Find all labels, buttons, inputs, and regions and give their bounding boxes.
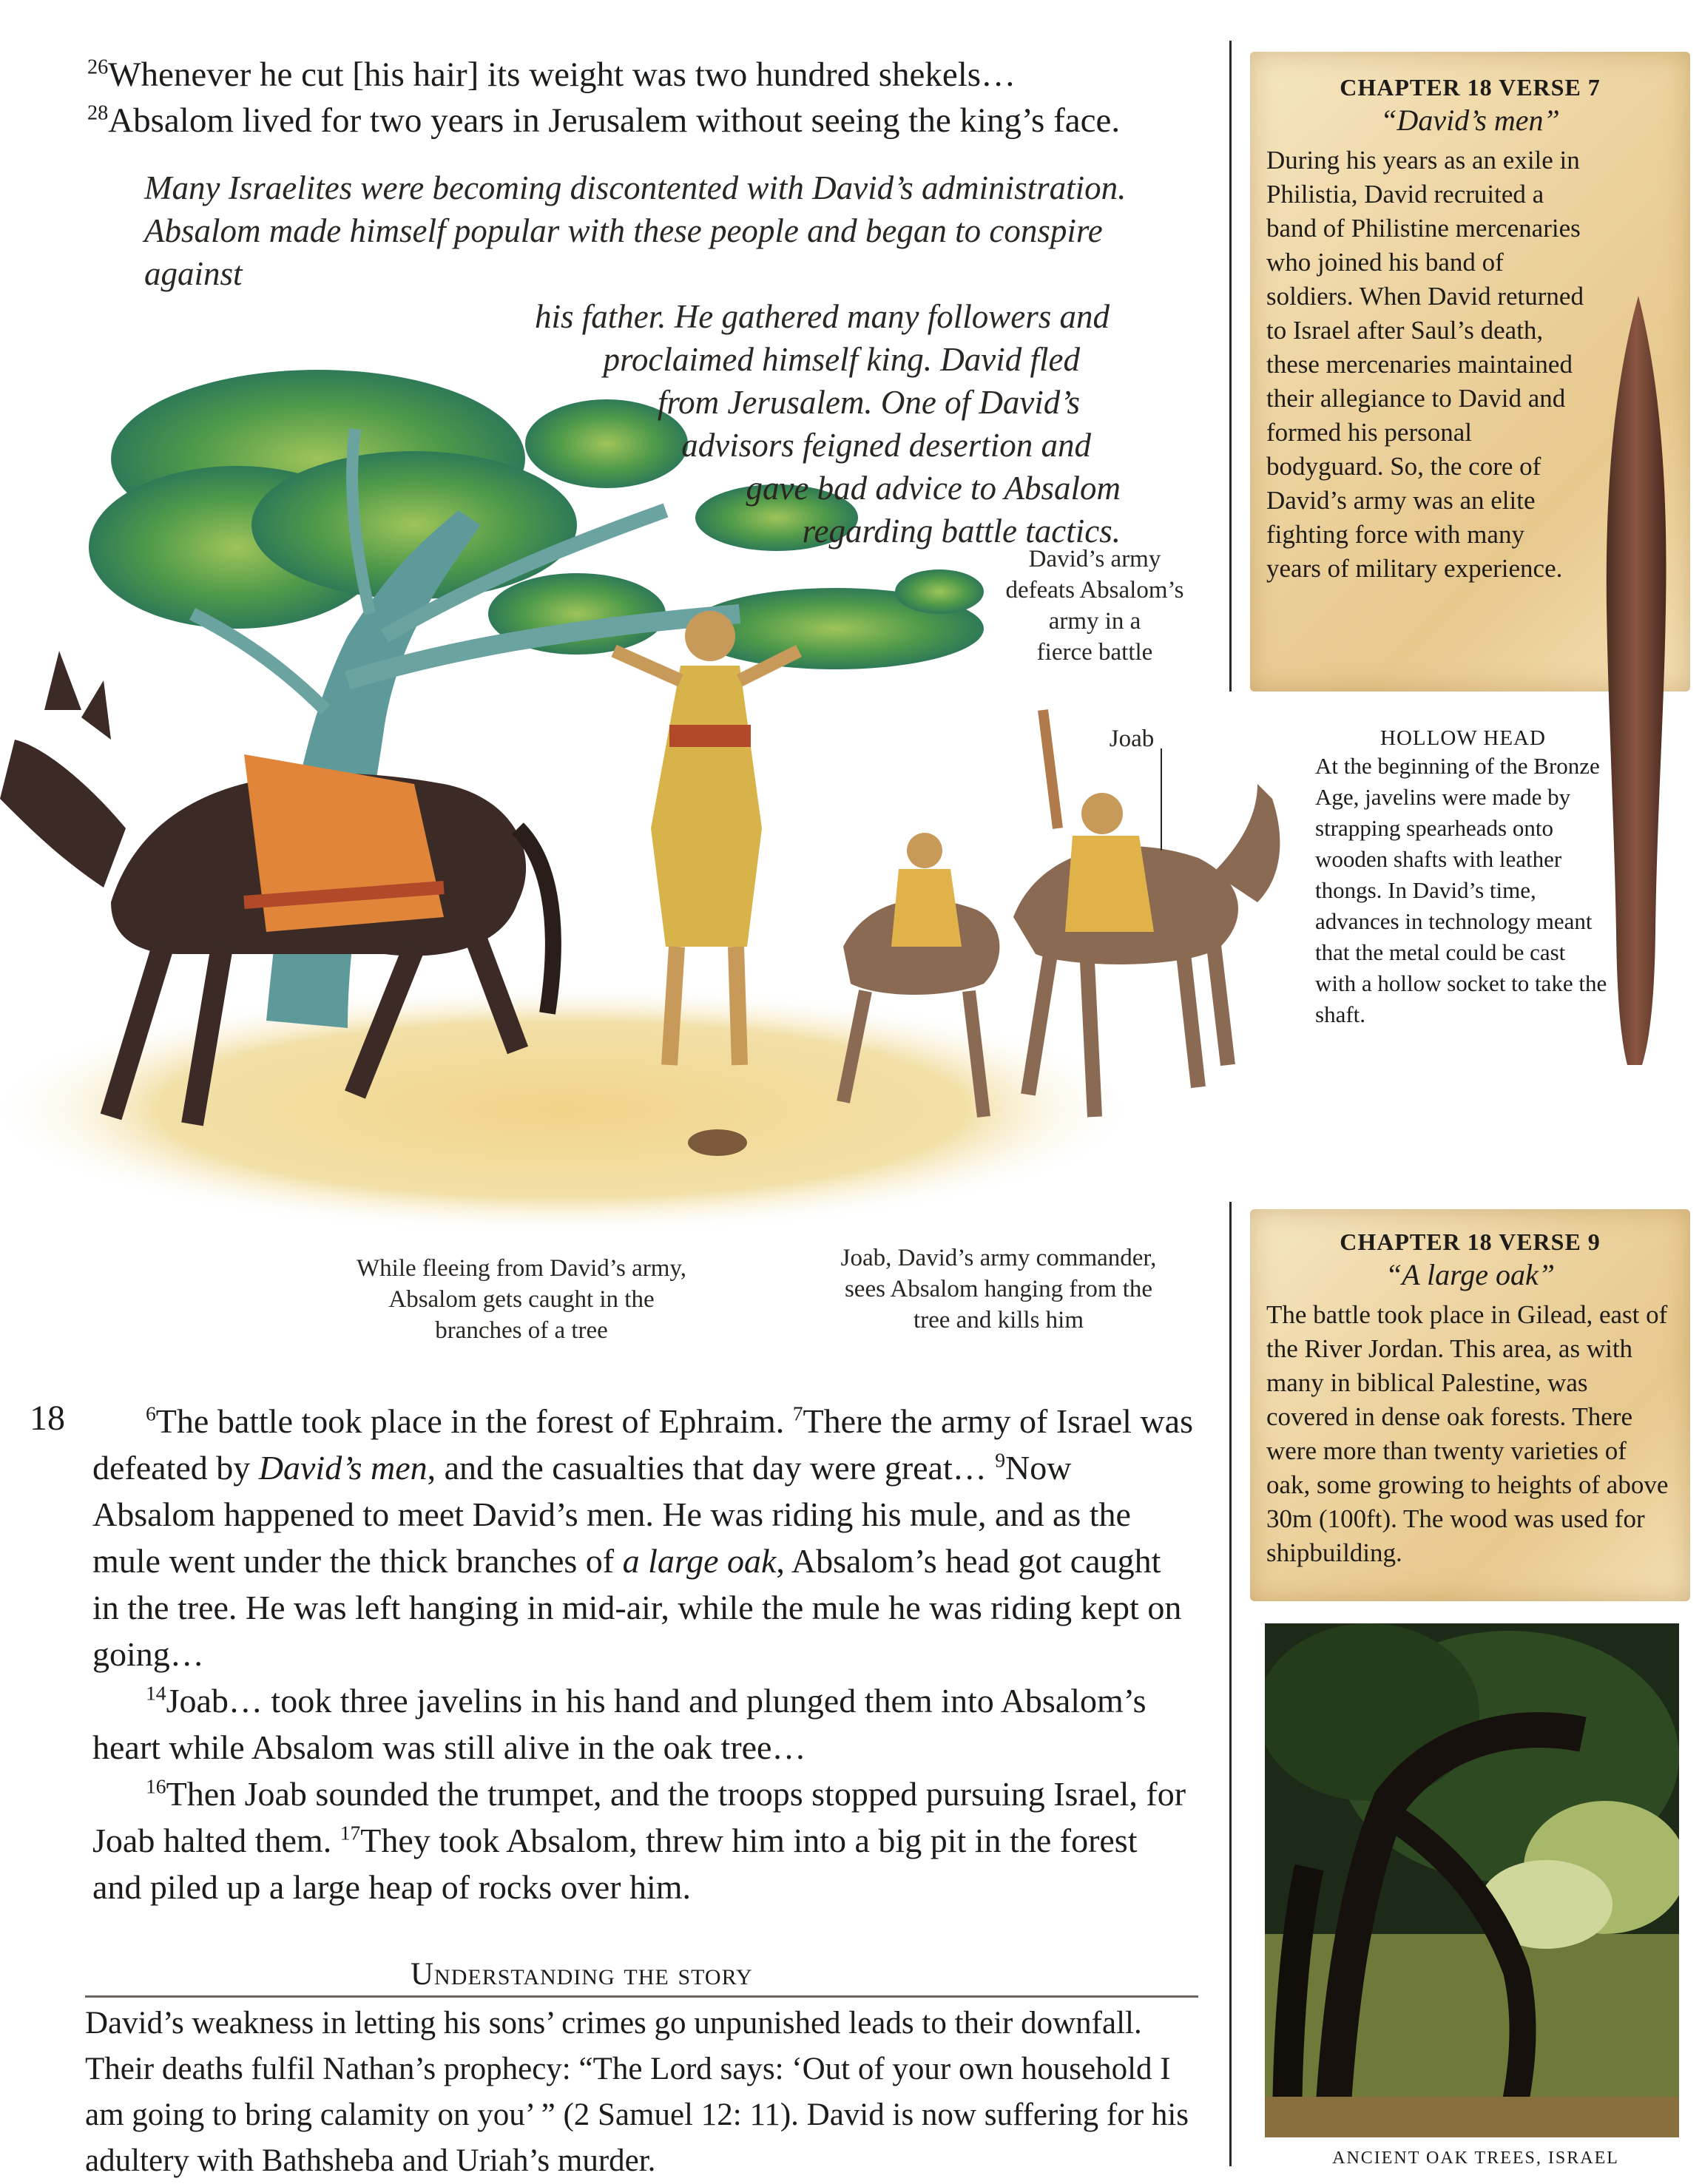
box-subtitle: “David’s men” — [1380, 104, 1560, 137]
photo-caption: ANCIENT OAK TREES, ISRAEL — [1332, 2148, 1619, 2168]
intro-line: regarding battle tactics. — [802, 513, 1121, 550]
verse-16-17: $^{16}$Then Joab sounded the trumpet, and the troops stopped pursuing Israel, for Joab halted them. $^{17}$They took Absalom, threw him into a big pit in the forest and piled up a large heap of rocks over him. — [92, 1774, 1186, 1906]
intro-line: from Jerusalem. One of David’s — [657, 384, 1080, 421]
hollow-head-section — [1315, 726, 1611, 1030]
caption-battle: David’s army defeats Absalom’s army in a fierce battle — [1005, 546, 1184, 666]
verse-26: $^{26}$Whenever he cut [his hair] its weight was two hundred shekels… — [87, 55, 1016, 94]
chapter-number: 18 — [30, 1399, 65, 1438]
verse-14: $^{14}$Joab… took three javelins in his hand and plunged them into Absalom’s heart while Absalom was still alive in the oak tree… — [92, 1681, 1147, 1766]
hollow-head-heading: HOLLOW HEAD — [1380, 726, 1546, 750]
understanding-text: David’s weakness in letting his sons’ crimes go unpunished leads to their downfall. Their deaths fulfil Nathan’s prophecy: “The Lord says: ‘Out of your own household I am going to bring calamity on you’ ” (2 Samuel 12: 11). David is now suffering for his adultery with Bathsheba and Uriah’s murder. — [85, 2006, 1189, 2178]
caption-joab-label: Joab — [1109, 726, 1155, 752]
box-title: CHAPTER 18 VERSE 7 — [1340, 74, 1601, 101]
verse-28: $^{28}$Absalom lived for two years in Jerusalem without seeing the king’s face. — [87, 101, 1121, 140]
hollow-head-text: At the beginning of the Bronze Age, javelins were made by strapping spearheads onto wooden shafts with leather thongs. In David’s time, advances in technology meant that the metal could be cast with a hollow socket to take the shaft. — [1315, 753, 1607, 1027]
box-subtitle: “A large oak” — [1385, 1258, 1555, 1291]
intro-line: his father. He gathered many followers and — [534, 298, 1110, 335]
oak-trees-photo — [1265, 1623, 1679, 2137]
caption-kills: Joab, David’s army commander, sees Absalom hanging from the tree and kills him — [840, 1245, 1157, 1333]
column-divider — [1229, 1202, 1232, 2166]
intro-line: Absalom made himself popular with these people and began to conspire against — [144, 212, 1103, 292]
verse-6-9: $^6$The battle took place in the forest of Ephraim. $^7$There the army of Israel was defeated by David’s men, and the casualties that day were great… $^9$Now Absalom happened to meet David’s men. He was riding his mule, and as the mule went under the thick branches of a large oak, Absalom’s head got caught in the tree. He was left hanging in mid-air, while the mule he was riding kept on going… — [92, 1402, 1194, 1673]
box-body: During his years as an exile in Philistia, David recruited a band of Philistine mercenaries who joined his band of soldiers. When David returned to Israel after Saul’s death, these mercenaries maintained their allegiance to David and formed his personal bodyguard. So, the core of David’s army was an elite fighting force with many years of military experience. — [1266, 146, 1584, 583]
top-verses — [87, 52, 1197, 143]
understanding-divider — [85, 1995, 1198, 1998]
column-divider — [1229, 41, 1232, 692]
main-verses — [92, 1398, 1195, 1910]
box-body: The battle took place in Gilead, east of the River Jordan. This area, as with many in biblical Palestine, was covered in dense oak forests. There were more than twenty varieties of oak, some growing to heights of above 30m (100ft). The wood was used for shipbuilding. — [1266, 1300, 1669, 1567]
intro-line: Many Israelites were becoming discontented with David’s administration. — [144, 169, 1127, 206]
intro-paragraph — [111, 166, 1176, 552]
box-title: CHAPTER 18 VERSE 9 — [1340, 1228, 1601, 1255]
intro-line: gave bad advice to Absalom — [746, 470, 1121, 507]
intro-line: proclaimed himself king. David fled — [603, 341, 1080, 378]
sidebar-box-large-oak — [1250, 1209, 1690, 1601]
intro-line: advisors feigned desertion and — [681, 427, 1091, 464]
caption-fleeing: While fleeing from David’s army, Absalom gets caught in the branches of a tree — [357, 1255, 686, 1344]
understanding-heading: Understanding the story — [411, 1957, 753, 1992]
